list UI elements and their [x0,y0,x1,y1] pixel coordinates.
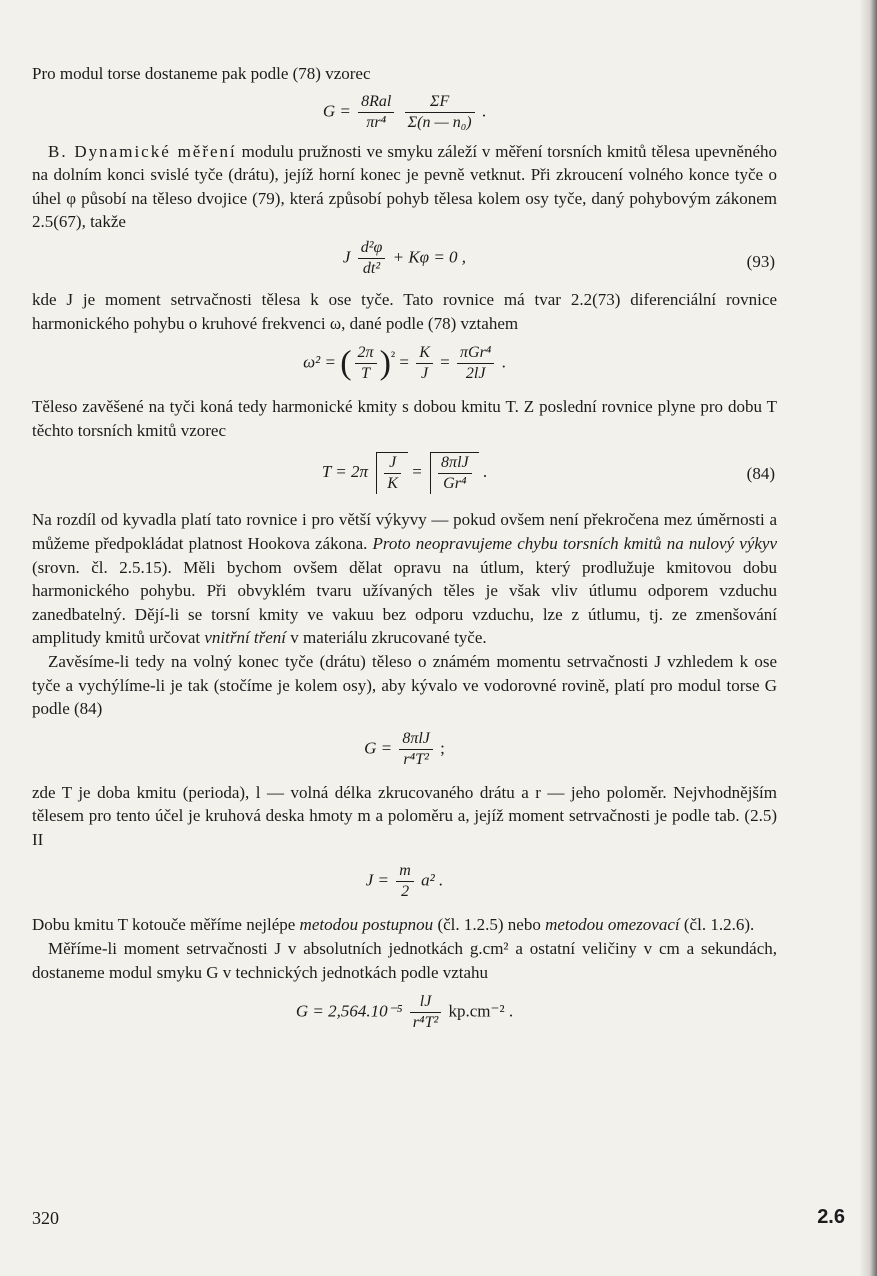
eq-lhs: G = [364,738,393,758]
emphasis: vnitřní tření [204,628,287,648]
eq-lhs: J = [365,870,390,890]
emphasis: metodou postupnou [299,915,434,935]
page-edge-shadow [859,0,877,1276]
paragraph-J: kde J je moment setrvačnosti tělesa k ose tyče. Tato rovnice má tvar 2.2(73) diferenciální rovnice harmonického pohybu o kruhové frekvenci ω, dané podle (78) vztahem [32,289,777,333]
equation-number: (84) [746,464,775,484]
eq-lhs: G = [322,101,351,120]
paragraph-zde: zde T je doba kmitu (perioda), l — volná délka zkrucovaného drátu a r — jeho poloměr. Nejvhodnějším tělesem pro tento účel je kruhová deska hmoty m a poloměru a, jejíž moment setrvačnosti je podle tab. (2.5) II [32,782,777,849]
paragraph-dobu: Dobu kmitu T kotouče měříme nejlépe metodou postupnou (čl. 1.2.5) nebo metodou omezovací (čl. 1.2.6). [32,915,755,935]
eq-den: πr⁴ [366,113,387,131]
eq-num: d²φ [358,238,386,259]
page-footer [32,1208,845,1234]
eq-lhs: T = 2π [321,462,369,482]
section-B-label: B. Dynamické měření [48,141,237,161]
emphasis: Proto neopravujeme chybu torsních kmitů na nulový výkyv [372,533,777,553]
eq-end: . [481,101,487,120]
page-number: 320 [32,1208,59,1228]
intro-paragraph: Pro modul torse dostaneme pak podle (78) vzorec [32,64,371,83]
eq-den: dt² [362,259,381,277]
page-body [32,62,777,1044]
paragraph-merime: Měříme-li moment setrvačnosti J v absolutních jednotkách g.cm² a ostatní veličiny v cm a sekundách, dostaneme modul smyku G v technických jednotkách podle vztahu [32,939,777,982]
eq-num: ΣF [405,92,475,113]
equation-omega: ω² = ( $\frac{2\pi}{T}$ )$^{^2}$ = $\frac{K}{J}$ = $\frac{\text{πGr⁴}}{2lJ}$ . [303,344,506,383]
paragraph-narozdil: Na rozdíl od kyvadla platí tato rovnice i pro větší výkyvy — pokud ovšem není překročena mez úměrnosti a můžeme předpokládat platnost Hookova zákona. Proto neopravujeme chybu torsních kmitů na nulový výkyv (srovn. čl. 2.5.15). Měli bychom ovšem dělat opravu na útlum, který prodlužuje kmitovou dobu harmonického pohybu. Při obvyklém tvaru užívaných těles je však vliv útlumu odporem vzduchu zanedbatelný. Dějí-li se torsní kmity ve vakuu bez odporu vzduchu, lze z útlumu, tj. ze zmenšování amplitudy kmitů určovat vnitřní tření v materiálu zkrucované tyče. [32,510,777,648]
eq-lhs: ω² = [303,352,336,372]
paragraph-B: B. Dynamické měření modulu pružnosti ve smyku záleží v měření torsních kmitů tělesa upevněného na dolním konci svislé tyče (drátu), jejíž horní konec je pevně vetknut. Při zkroucení volného konce tyče o úhel φ působí na těleso dvojice (79), která způsobí pohyb tělesa kolem osy tyče, daný pohybovým zákonem 2.5(67), takže [32,141,777,232]
equation-84-period: T = 2π $\frac{J}{K}$ = $\frac{\text{8πlJ}}{\text{Gr⁴}}$ . (84) [321,454,775,493]
eq-lhs: G = 2,564.10⁻⁵ [295,1001,403,1021]
eq-num: 8Ral [358,92,394,113]
equation-G-technical: G = 2,564.10⁻⁵ $\frac{lJ}{\text{r⁴T²}}$ kp.cm⁻² . [295,993,514,1032]
equation-G-torse [32,86,777,140]
paragraph-zavesime: Zavěsíme-li tedy na volný konec tyče (drátu) těleso o známém momentu setrvačnosti J vzhledem k ose tyče a vychýlíme-li je tak (stočíme je kolem osy), aby kývalo ve vodorovné rovině, platí pro modul torse G podle (84) [32,651,777,719]
equation-G-dynamic: G = $\frac{\text{8πlJ}}{\text{r⁴T²}}$ ; [364,729,445,768]
eq-lhs: J [342,247,351,267]
equation-number: (93) [746,251,775,271]
paragraph-teleso: Těleso zavěšené na tyči koná tedy harmonické kmity s dobou kmitu T. Z poslední rovnice plyne pro dobu T těchto torsních kmitů vzorec [32,397,777,440]
eq-den: Σ(n — n₀) [407,113,472,131]
eq-rest: + Kφ = 0 , [392,247,467,267]
emphasis: metodou omezovací [545,915,680,935]
equation-J-disk: J = $\frac{m}{2}$ a² . [365,862,444,901]
section-number: 2.6 [817,1206,845,1228]
equation-93 [32,234,777,288]
